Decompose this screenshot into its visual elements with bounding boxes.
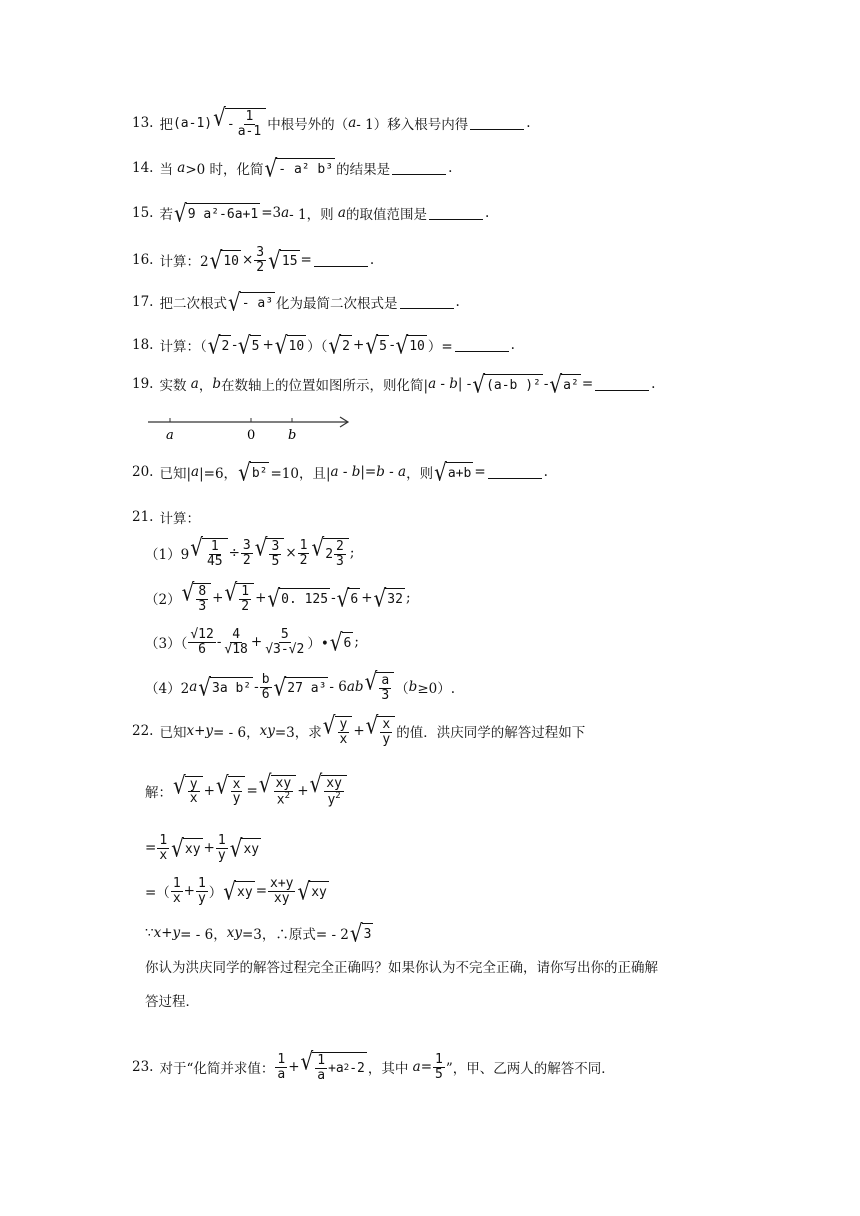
answer-blank[interactable] <box>400 296 454 309</box>
question-21-part-1: （1）9 √ $\frac{1}{45}$ ÷ $\frac{3}{2}$ √ $\frac{3}{5}$ × $\frac{1}{2}$ √ 2 $\frac{2}{3}$ ; <box>145 532 355 569</box>
answer-blank[interactable] <box>470 117 524 130</box>
answer-blank[interactable] <box>488 466 542 479</box>
question-16: 16. 计算：2 √ 10 × $\frac{3}{2}$ √ 15 = . <box>132 245 375 275</box>
answer-blank[interactable] <box>455 339 509 352</box>
question-21-part-4: （4）2 a √ 3a b² - $\frac{b}{6}$ √ 27 a³ - 6 ab √ $\frac{a}{3}$ （ b ≥0）. <box>145 666 456 703</box>
question-22-prompt-line-1: 你认为洪庆同学的解答过程完全正确吗？如果你认为不完全正确，请你写出你的正确解 <box>145 960 658 976</box>
number-line <box>145 410 355 446</box>
answer-blank[interactable] <box>314 254 368 267</box>
question-21-part-2: （2） √ $\frac{8}{3}$ + √ $\frac{1}{2}$ + √ 0. 125 - √ 6 + √ 32 ; <box>145 577 411 614</box>
solution-step-2: = $\frac{1}{x}$ √ xy + $\frac{1}{y}$ √ xy <box>145 833 260 863</box>
answer-blank[interactable] <box>595 378 649 391</box>
question-14: 14. 当 a >0 时，化简 √ - a² b³ 的结果是 . <box>132 153 453 183</box>
question-23: 23. 对于“化简并求值： $\frac{1}{a}$ + √ $\frac{1}{a}$ +a 2 -2 ，其中 a = $\frac{1}{5}$ ”，甲、乙两人的解答不同． <box>132 1046 615 1083</box>
question-13: 13. 把 (a-1) √ - $\frac{1}{a-1}$ 中根号外的（ a - 1）移入根号内得 . <box>132 102 531 139</box>
answer-blank[interactable] <box>392 162 446 175</box>
number-line-label-zero: 0 <box>247 428 256 443</box>
solution-step-3: =（ $\frac{1}{x}$ + $\frac{1}{y}$ ） √ xy = $\frac{x+y}{xy}$ √ xy <box>145 876 327 906</box>
question-18: 18. 计算：（ √ 2 - √ 5 + √ 10 ）（ √ 2 + √ 5 - √ 10 ）= . <box>132 330 515 360</box>
question-17: 17. 把二次根式 √ - a³ 化为最简二次根式是 . <box>132 287 460 317</box>
sqrt: √ - a² b³ <box>264 153 334 183</box>
question-21-part-3: （3）（ $\frac{√12}{6}$ - $\frac{4}{√18}$ + $\frac{5}{√3-√2}$ ）• √ 6 ; <box>145 627 359 657</box>
solution-step-1: 解： √ $\frac{y}{x}$ + √ $\frac{x}{y}$ = √ $\frac{xy}{x^2}$ + √ $\frac{xy}{y^2}$ <box>145 775 348 807</box>
question-22-prompt-line-2: 答过程． <box>145 994 199 1010</box>
question-20: 20. 已知| a |=6， √ b² =10，且| a - b |= b - a ，则 √ a+b = . <box>132 457 548 487</box>
number-line-label-a: a <box>166 428 174 443</box>
question-22: 22. 已知 x+y = - 6， xy =3，求 √ $\frac{y}{x}$ + √ $\frac{x}{y}$ 的值．洪庆同学的解答过程如下 <box>132 710 586 747</box>
sqrt: √ - $\frac{1}{a-1}$ <box>213 108 266 138</box>
answer-blank[interactable] <box>429 207 483 220</box>
sqrt: √ 9 a²-6a+1 <box>173 198 259 228</box>
solution-step-4: ∵ x+y = - 6， xy =3，∴原式= - 2 √ 3 <box>145 918 372 948</box>
question-15: 15. 若 √ 9 a²-6a+1 =3 a - 1，则 a 的取值范围是 . <box>132 198 490 228</box>
question-21: 21. 计算： <box>132 509 200 527</box>
question-19: 19. 实数 a ， b 在数轴上的位置如图所示，则化简| a - b | - √ (a-b )² - √ a² = . <box>132 369 656 399</box>
number-line-label-b: b <box>288 428 297 443</box>
